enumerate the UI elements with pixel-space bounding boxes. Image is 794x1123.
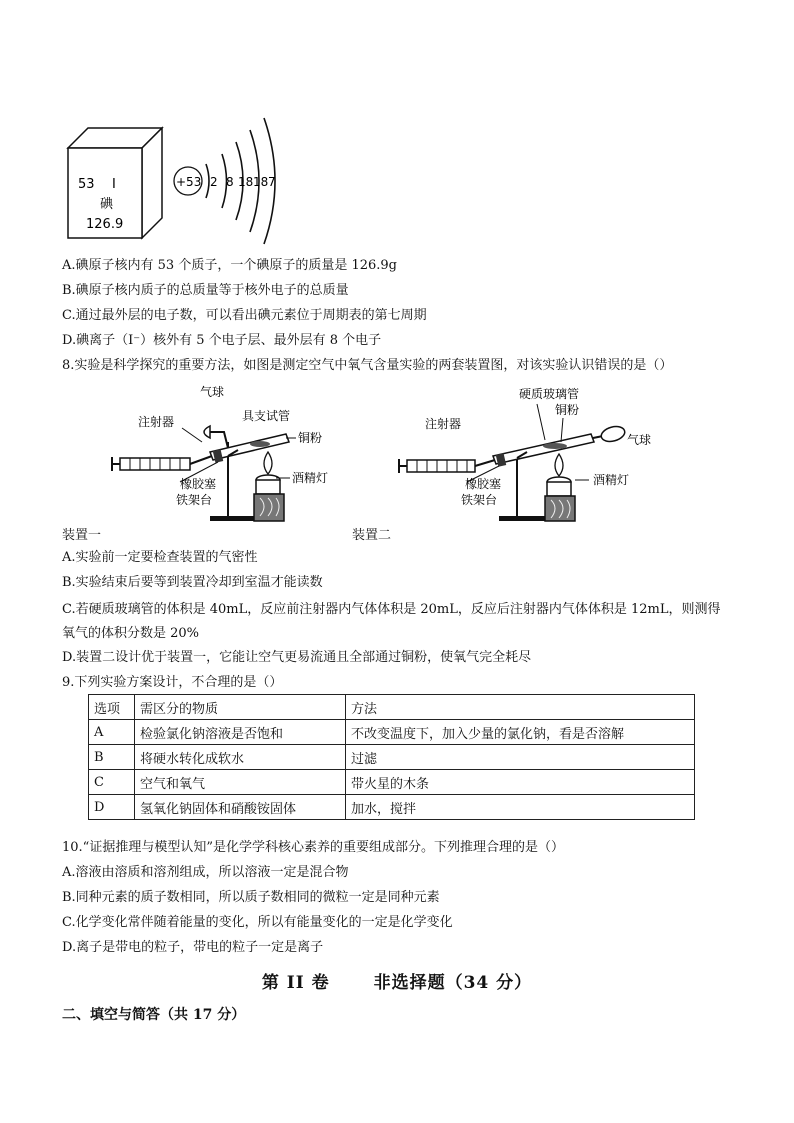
q8-stem: 8.实验是科学探究的重要方法，如图是测定空气中氧气含量实验的两套装置图，对该实验认识错误的是（） — [62, 358, 673, 373]
table-row — [89, 720, 695, 745]
part-two-subtitle: 非选择题（34 分） — [373, 973, 533, 993]
table-header-row — [89, 695, 695, 720]
table-cell: 检验氯化钠溶液是否饱和 — [135, 720, 346, 745]
shell-2: 8 — [226, 175, 234, 189]
label-syringe: 注射器 — [138, 415, 175, 429]
q7-option-c: C.通过最外层的电子数，可以看出碘元素位于周期表的第七周期 — [62, 308, 427, 323]
table-row — [89, 770, 695, 795]
element-number: 53 — [78, 177, 95, 192]
element-name: 碘 — [100, 197, 114, 212]
label-syringe-2: 注射器 — [425, 417, 462, 431]
section-heading: 二、填空与简答（共 17 分） — [62, 1007, 246, 1023]
part-two-title — [0, 968, 794, 993]
table-cell: 不改变温度下，加入少量的氯化钠，看是否溶解 — [346, 720, 695, 745]
label-balloon: 气球 — [200, 385, 225, 399]
shell-5: 7 — [268, 175, 276, 189]
q9-table — [88, 694, 695, 820]
shell-4: 18 — [253, 175, 269, 189]
nucleus-charge: +53 — [176, 175, 202, 189]
apparatus-one-caption: 装置一 — [62, 528, 102, 543]
label-balloon-2: 气球 — [627, 433, 652, 447]
table-cell: 过滤 — [346, 745, 695, 770]
q8-option-d: D.装置二设计优于装置一，它能让空气更易流通且全部通过铜粉，使氧气完全耗尽 — [62, 650, 532, 665]
table-cell: 氢氧化钠固体和硝酸铵固体 — [135, 795, 346, 820]
q10-option-b: B.同种元素的质子数相同，所以质子数相同的微粒一定是同种元素 — [62, 890, 440, 905]
label-stand-2: 铁架台 — [461, 493, 498, 507]
table-row — [89, 795, 695, 820]
part-two-volume: 第 II 卷 — [261, 973, 330, 993]
q10-option-a: A.溶液由溶质和溶剂组成，所以溶液一定是混合物 — [62, 865, 349, 880]
table-cell: C — [89, 770, 135, 795]
table-cell: D — [89, 795, 135, 820]
apparatus-one-diagram — [110, 380, 340, 525]
element-mass: 126.9 — [86, 217, 124, 232]
shell-1: 2 — [210, 175, 218, 189]
apparatus-two-caption: 装置二 — [352, 528, 392, 543]
label-stopper-2: 橡胶塞 — [465, 477, 502, 491]
label-stand: 铁架台 — [176, 493, 213, 507]
atom-structure-diagram — [174, 118, 276, 244]
iodine-figure — [60, 108, 300, 248]
label-lamp: 酒精灯 — [292, 471, 329, 485]
table-cell: 将硬水转化成软水 — [135, 745, 346, 770]
q10-option-d: D.离子是带电的粒子，带电的粒子一定是离子 — [62, 940, 324, 955]
table-cell: 带火星的木条 — [346, 770, 695, 795]
apparatus-two-diagram — [395, 384, 685, 526]
q7-option-a: A.碘原子核内有 53 个质子，一个碘原子的质量是 126.9g — [62, 258, 397, 273]
header-option: 选项 — [89, 695, 135, 720]
header-method: 方法 — [346, 695, 695, 720]
q7-option-d: D.碘离子（I⁻）核外有 5 个电子层、最外层有 8 个电子 — [62, 333, 382, 348]
q8-option-a: A.实验前一定要检查装置的气密性 — [62, 550, 258, 565]
label-branch-tube: 具支试管 — [242, 409, 291, 423]
element-symbol: I — [112, 177, 116, 192]
table-cell: 加水，搅拌 — [346, 795, 695, 820]
element-card — [68, 128, 162, 238]
q10-option-c: C.化学变化常伴随着能量的变化，所以有能量变化的一定是化学变化 — [62, 915, 453, 930]
table-cell: B — [89, 745, 135, 770]
q8-option-b: B.实验结束后要等到装置冷却到室温才能读数 — [62, 575, 323, 590]
table-cell: 空气和氧气 — [135, 770, 346, 795]
q10-stem: 10.“证据推理与模型认知”是化学学科核心素养的重要组成部分。下列推理合理的是（） — [62, 840, 564, 855]
label-lamp-2: 酒精灯 — [593, 473, 630, 487]
table-row — [89, 745, 695, 770]
shell-3: 18 — [238, 175, 254, 189]
label-copper: 铜粉 — [298, 431, 323, 445]
table-cell: A — [89, 720, 135, 745]
q8-option-c: C.若硬质玻璃管的体积是 40mL，反应前注射器内气体体积是 20mL，反应后注射器内气体体积是 12mL，则测得氧气的体积分数是 20% — [62, 602, 721, 641]
q7-option-b: B.碘原子核内质子的总质量等于核外电子的总质量 — [62, 283, 349, 298]
label-stopper: 橡胶塞 — [180, 477, 217, 491]
q9-stem: 9.下列实验方案设计，不合理的是（） — [62, 675, 283, 690]
label-hard-glass-tube: 硬质玻璃管 — [519, 387, 580, 401]
header-substances: 需区分的物质 — [135, 695, 346, 720]
label-copper-2: 铜粉 — [555, 403, 580, 417]
